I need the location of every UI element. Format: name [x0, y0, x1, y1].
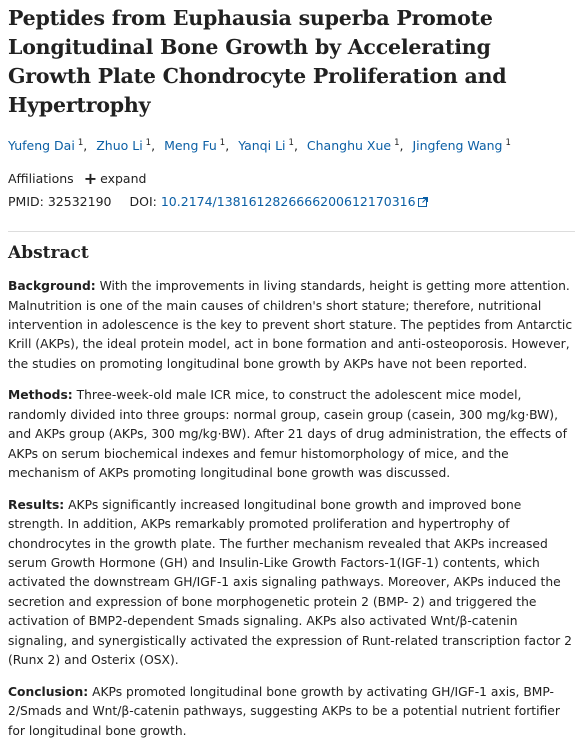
plus-icon: + — [83, 169, 98, 189]
author-link[interactable]: Zhuo Li — [96, 138, 143, 154]
section-heading: Conclusion: — [8, 684, 89, 699]
abstract-results — [8, 496, 575, 671]
section-heading: Methods: — [8, 388, 73, 403]
affiliation-sup[interactable]: 1 — [288, 138, 294, 148]
affiliation-sup[interactable]: 1 — [145, 138, 152, 148]
author-link[interactable]: Yufeng Dai — [8, 138, 75, 154]
expand-label: expand — [100, 171, 147, 187]
section-divider — [8, 231, 575, 232]
expand-affiliations-button[interactable] — [84, 170, 147, 188]
author-link[interactable]: Jingfeng Wang — [412, 138, 503, 154]
affiliation-sup[interactable]: 1 — [77, 138, 84, 148]
section-heading: Results: — [8, 497, 65, 512]
pmid-label: PMID: — [8, 194, 44, 210]
pmid-value: 32532190 — [47, 194, 112, 210]
author-link[interactable]: Changhu Xue — [306, 138, 392, 154]
section-text: With the improvements in living standards, height is getting more attention. Malnutrition is one of the main causes of children's short stature; therefore, nutritional intervention in adolescence is the key to prevent short stature. The peptides from Antarctic Krill (AKPs), the ideal protein model, act in bone formation and anti-osteoporosis. However, the studies on promoting longitudinal bone growth by AKPs have not been reported. — [8, 279, 573, 371]
affiliation-sup[interactable]: 1 — [219, 138, 226, 148]
doi-label: DOI: — [129, 194, 157, 210]
author-link[interactable]: Meng Fu — [164, 138, 217, 154]
abstract-conclusion — [8, 683, 575, 741]
affiliation-sup[interactable]: 1 — [505, 138, 511, 148]
section-text: AKPs promoted longitudinal bone growth by activating GH/IGF-1 axis, BMP-2/Smads and Wnt/β-catenin pathways, suggesting AKPs to be a potential nutrient fortifier for longitudinal bone growth. — [8, 684, 560, 738]
doi-value: 10.2174/1381612826666200612170316 — [160, 194, 416, 210]
affiliations-row — [8, 170, 575, 188]
abstract-heading: Abstract — [8, 243, 89, 264]
abstract-background — [8, 277, 575, 374]
author-list: Yufeng Dai $^1$, Zhuo Li $^1$, Meng Fu $^1$, Yanqi Li $^1$, Changhu Xue $^1$, Jingfeng Wang $^1$ — [8, 138, 511, 154]
author-link[interactable]: Yanqi Li — [238, 138, 286, 154]
affiliations-label: Affiliations — [8, 171, 74, 187]
section-text: AKPs significantly increased longitudinal bone growth and improved bone strength. In addition, AKPs remarkably promoted proliferation and hypertrophy of chondrocytes in the growth plate. The further mechanism revealed that AKPs increased serum Growth Hormone (GH) and Insulin-Like Growth Factors-1(IGF-1) contents, which activated the downstream GH/IGF-1 axis signaling pathways. Moreover, AKPs induced the secretion and expression of bone morphogenetic protein 2 (BMP- 2) and triggered the activation of BMP2-dependent Smads signaling. AKPs also activated Wnt/β-catenin signaling, and synergistically activated the expression of Runt-related transcription factor 2 (Runx 2) and Osterix (OSX). — [8, 497, 572, 668]
article-title: Peptides from Euphausia superba Promote Longitudinal Bone Growth by Accelerating Growth Plate Chondrocyte Proliferation and Hypertrophy — [8, 6, 507, 117]
external-link-icon — [418, 197, 428, 207]
identifiers-row — [8, 193, 575, 211]
affiliation-sup[interactable]: 1 — [394, 138, 400, 148]
abstract-methods — [8, 386, 575, 483]
section-text: Three-week-old male ICR mice, to construct the adolescent mice model, randomly divided into three groups: normal group, casein group (casein, 300 mg/kg·BW), and AKPs group (AKPs, 300 mg/kg·BW). After 21 days of drug administration, the effects of AKPs on serum biochemical indexes and femur histomorphology of mice, and the mechanism of AKPs promoting longitudinal bone growth was discussed. — [8, 388, 567, 481]
doi-link[interactable] — [161, 193, 428, 211]
section-heading: Background: — [8, 279, 96, 294]
